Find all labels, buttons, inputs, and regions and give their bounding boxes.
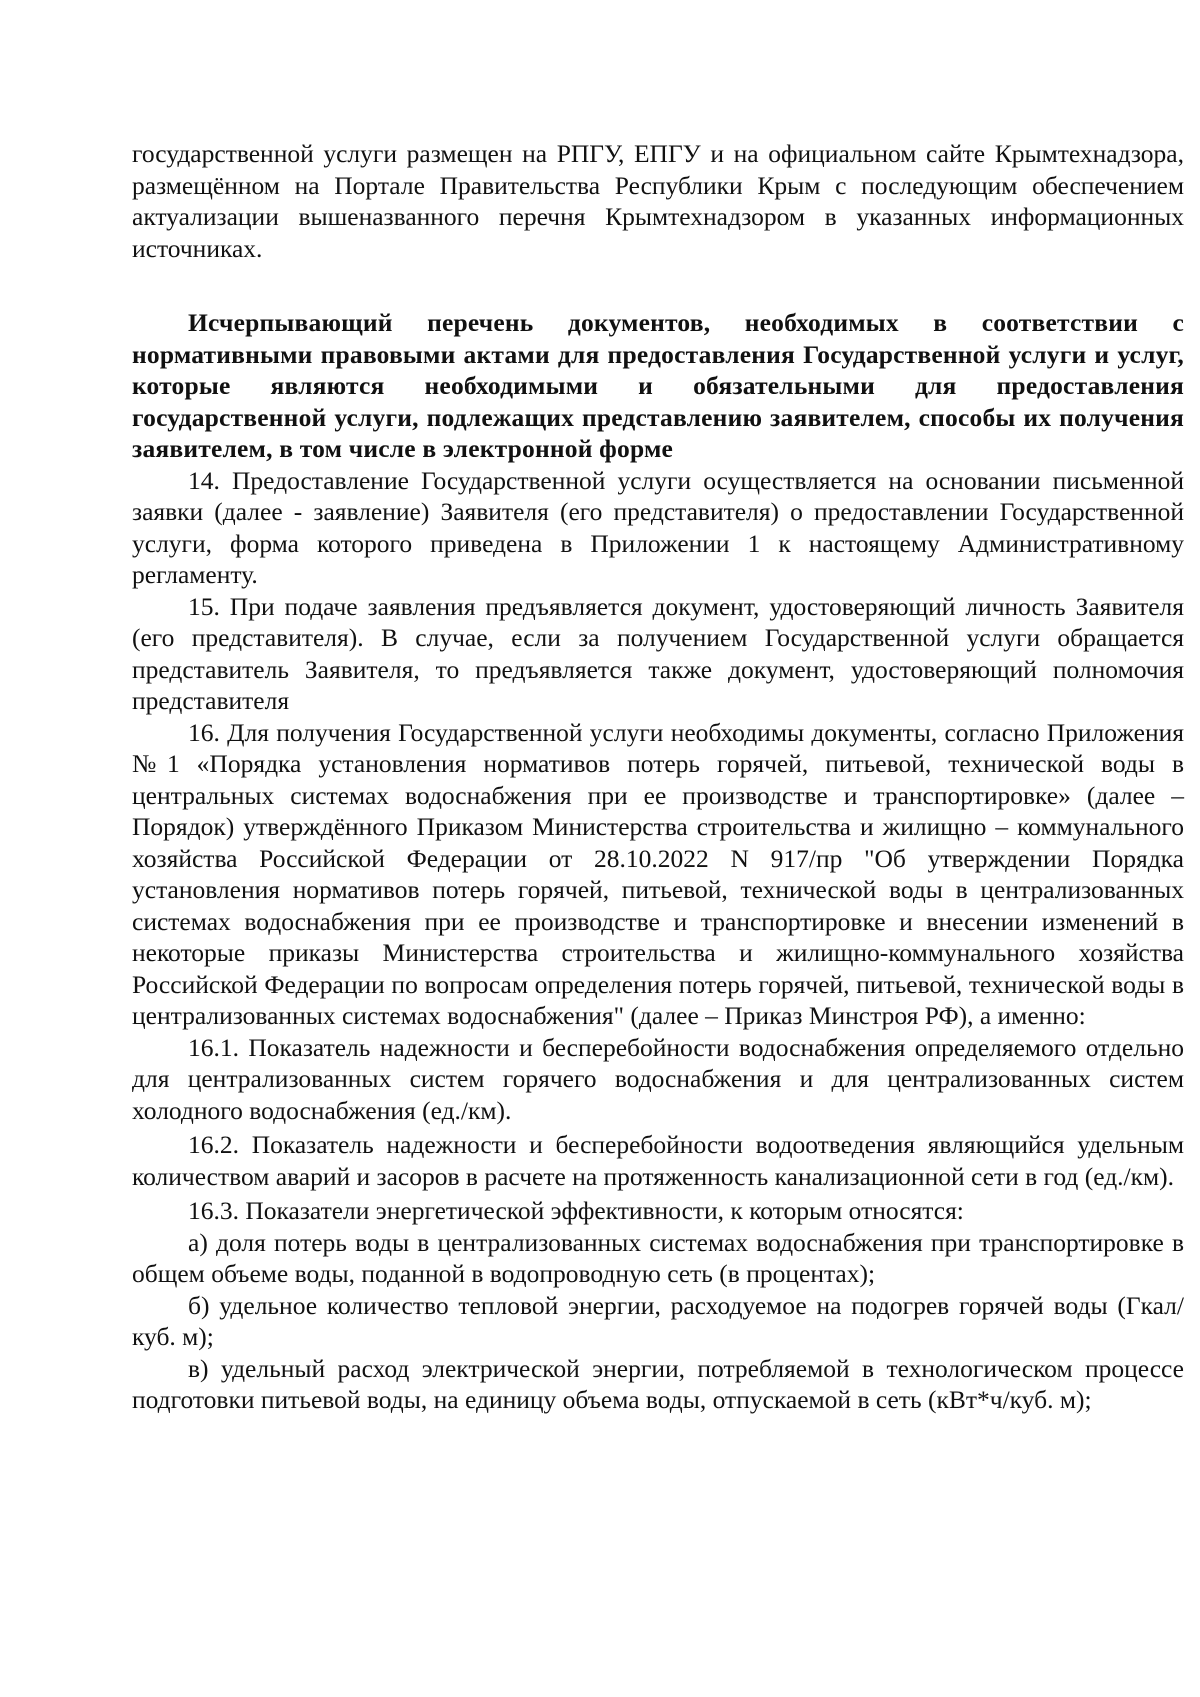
list-item-b: б) удельное количество тепловой энергии, расходуемое на подогрев горячей воды (Гкал/куб. м); [132, 1290, 1184, 1351]
list-item-c: в) удельный расход электрической энергии, потребляемой в технологическом процессе подготовки питьевой воды, на единицу объема воды, отпускаемой в сеть (кВт*ч/куб. м); [132, 1353, 1184, 1414]
intro-paragraph: государственной услуги размещен на РПГУ, ЕПГУ и на официальном сайте Крымтехнадзора, размещённом на Портале Правительства Республики Крым с последующим обеспечением актуализации вышеназванного перечня Крымтехнадзором в указанных информационных источниках. [132, 139, 1184, 263]
document-body [132, 138, 1184, 1416]
paragraph-16-3: 16.3. Показатели энергетической эффективности, к которым относятся: [188, 1196, 964, 1225]
section-heading: Исчерпывающий перечень документов, необходимых в соответствии с нормативными правовыми актами для предоставления Государственной услуги и услуг, которые являются необходимыми и обязательными для предоставления государственной услуги, подлежащих представлению заявителем, способы их получения заявителем, в том числе в электронной форме [132, 308, 1184, 463]
paragraph-15: 15. При подаче заявления предъявляется документ, удостоверяющий личность Заявителя (его представителя). В случае, если за получением Государственной услуги обращается представитель Заявителя, то предъявляется также документ, удостоверяющий полномочия представителя [132, 591, 1184, 715]
paragraph-16: 16. Для получения Государственной услуги необходимы документы, согласно Приложения №1 «Порядка установления нормативов потерь горячей, питьевой, технической воды в центральных системах водоснабжения при ее производстве и транспортировке» (далее – Порядок) утверждённого Приказом Министерства строительства и жилищно – коммунального хозяйства Российской Федерации от 28.10.2022 N 917/пр "Об утверждении Порядка установления нормативов потерь горячей, питьевой, технической воды в централизованных системах водоснабжения при ее производстве и транспортировке и внесении изменений в некоторые приказы Министерства строительства и жилищно-коммунального хозяйства Российской Федерации по вопросам определения потерь горячей, питьевой, технической воды в централизованных системах водоснабжения" (далее – Приказ Минстроя РФ), а именно: [132, 717, 1184, 1030]
paragraph-16-2: 16.2. Показатель надежности и бесперебойности водоотведения являющийся удельным количеством аварий и засоров в расчете на протяженность канализационной сети в год (ед./км). [132, 1130, 1184, 1191]
list-item-a: а) доля потерь воды в централизованных системах водоснабжения при транспортировке в общем объеме воды, поданной в водопроводную сеть (в процентах); [132, 1227, 1184, 1288]
paragraph-16-1: 16.1. Показатель надежности и бесперебойности водоснабжения определяемого отдельно для централизованных систем горячего водоснабжения и для централизованных систем холодного водоснабжения (ед./км). [132, 1032, 1184, 1125]
paragraph-14: 14. Предоставление Государственной услуги осуществляется на основании письменной заявки (далее - заявление) Заявителя (его представителя) о предоставлении Государственной услуги, форма которого приведена в Приложении 1 к настоящему Административному регламенту. [132, 465, 1184, 589]
